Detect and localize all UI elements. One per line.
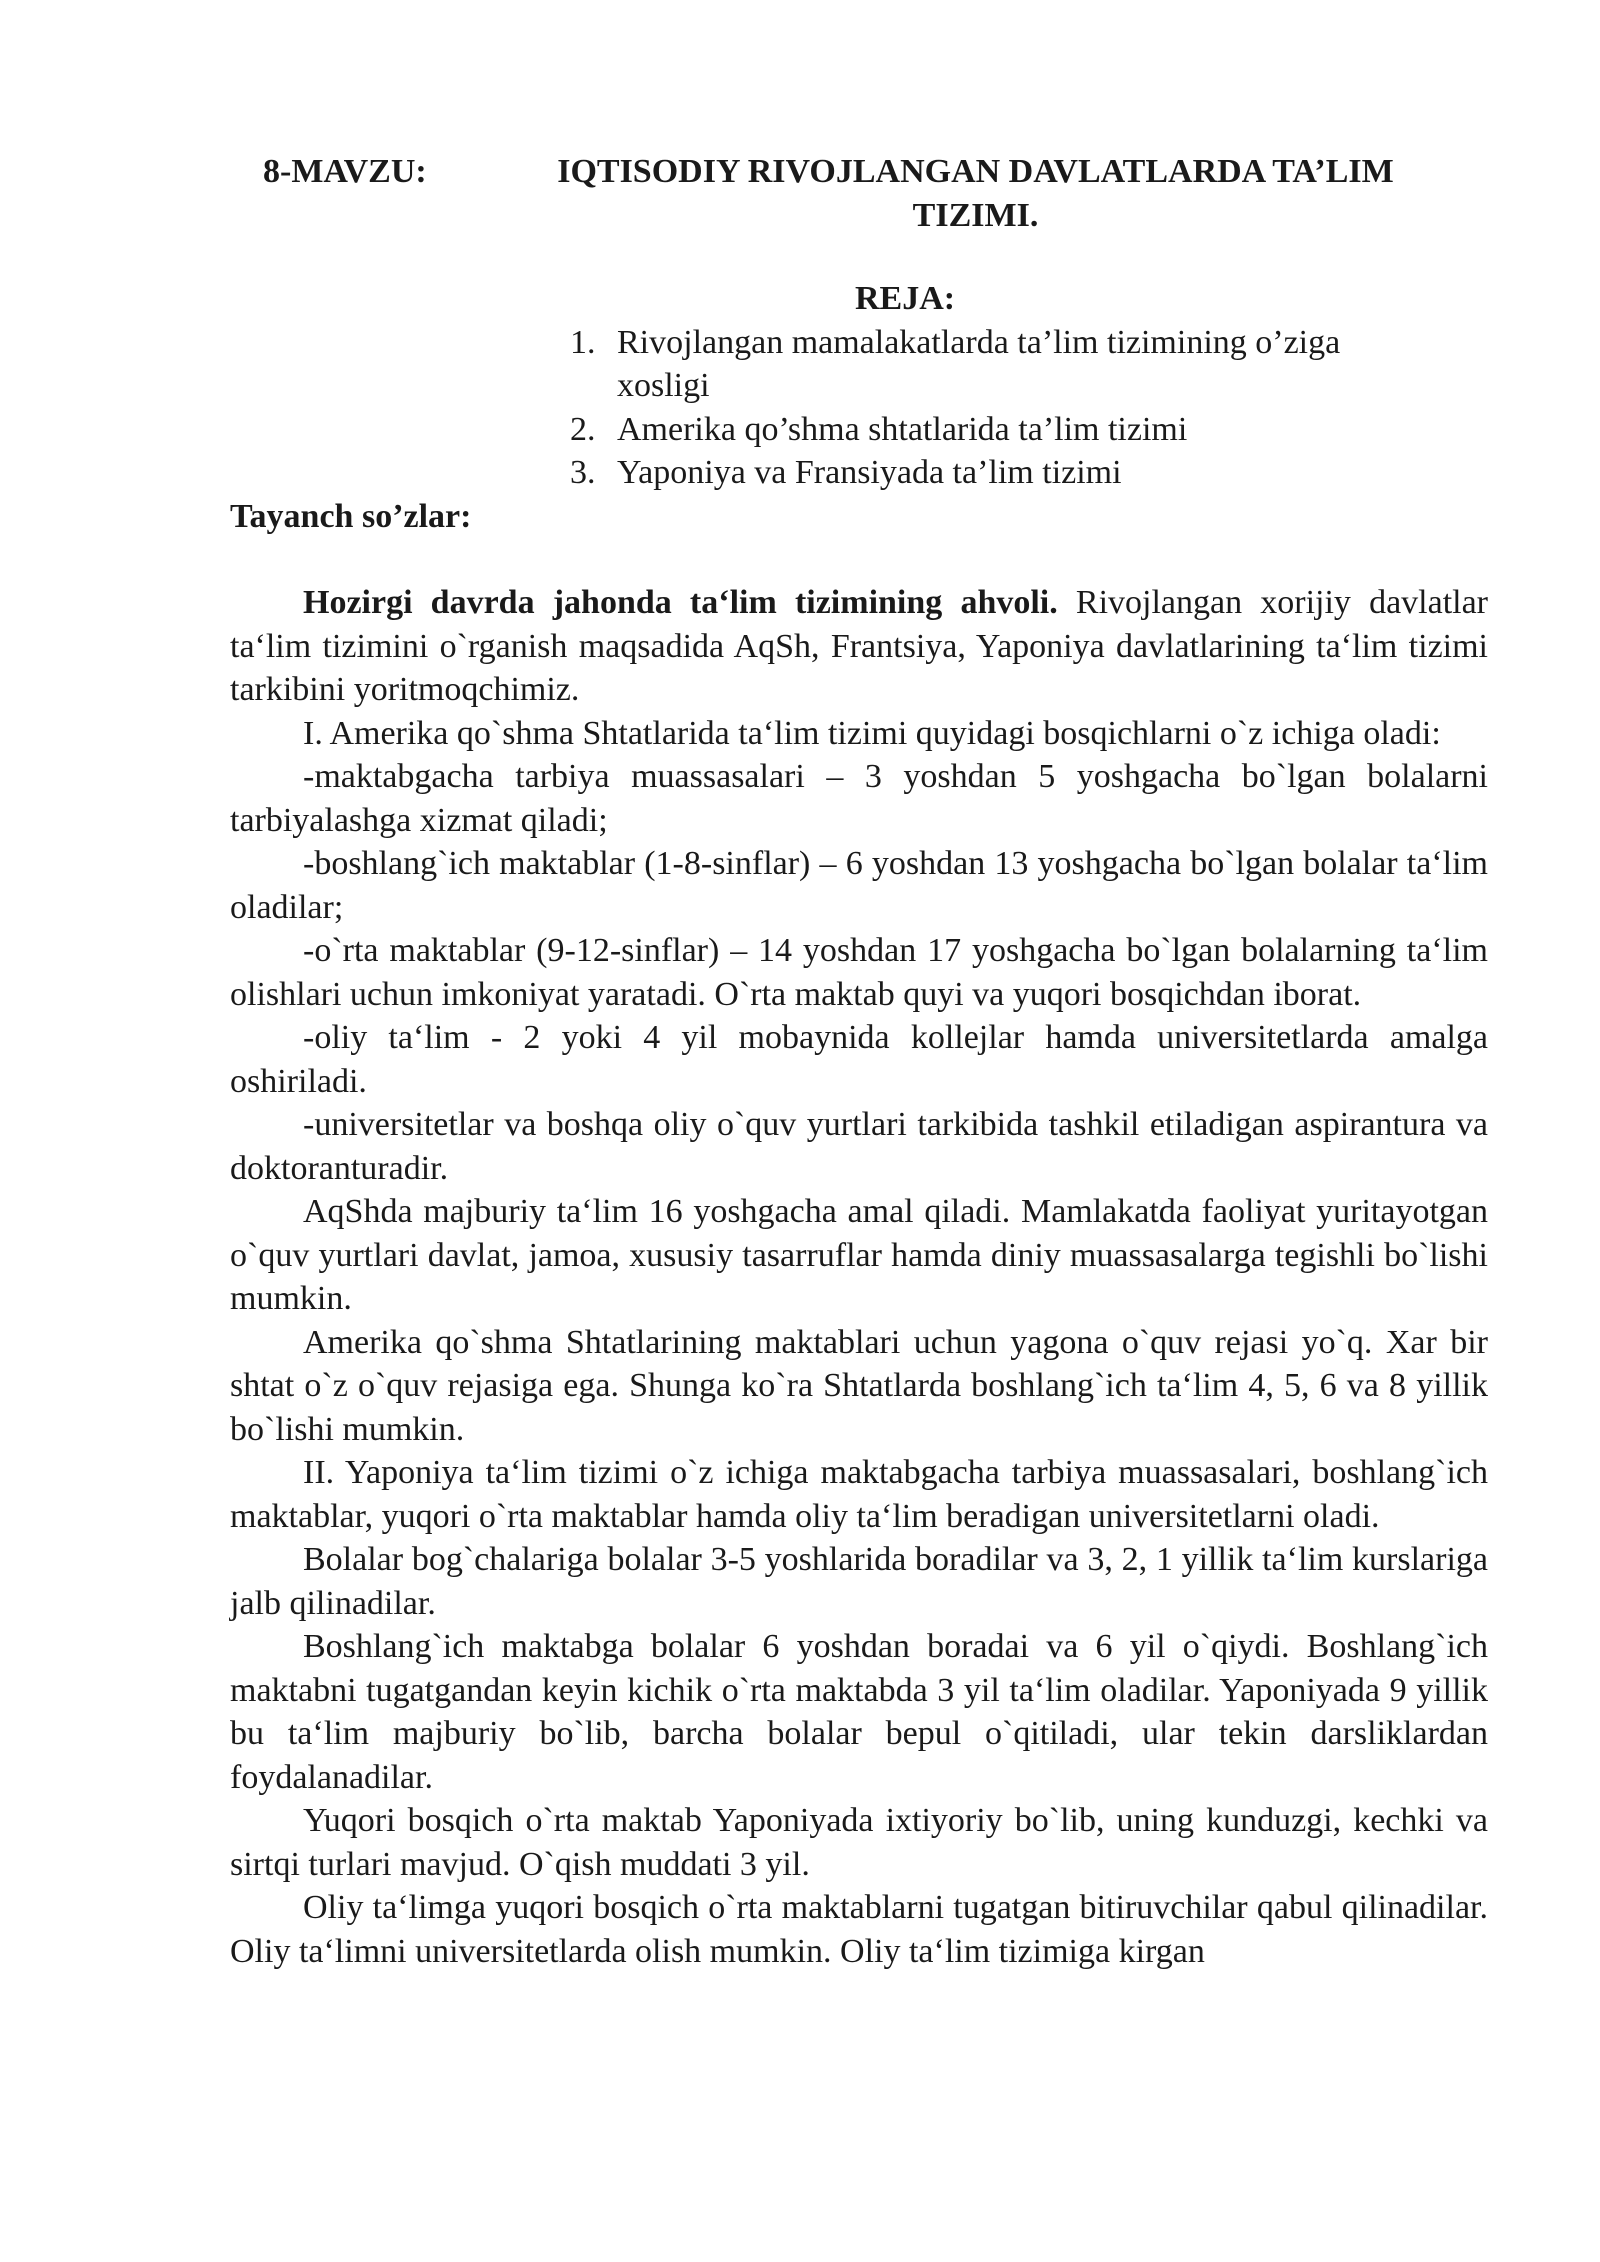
paragraph: Oliy ta‘limga yuqori bosqich o`rta maktablarni tugatgan bitiruvchilar qabul qilinadilar. Oliy ta‘limni universitetlarda olish mumkin. Oliy ta‘lim tizimiga kirgan xyxy=(230,1889,1488,1970)
topic-number: 8-MAVZU: xyxy=(263,153,427,190)
document-page xyxy=(230,150,1488,1973)
plan-item-number: 3. xyxy=(570,454,596,491)
topic-title xyxy=(230,150,1488,237)
topic-heading xyxy=(498,150,1453,237)
paragraph: Bolalar bog`chalariga bolalar 3-5 yoshlarida boradilar va 3, 2, 1 yillik ta‘lim kurslariga jalb qilinadilar. xyxy=(230,1541,1488,1622)
plan-item-number: 2. xyxy=(570,410,596,448)
paragraph: -boshlang`ich maktablar (1-8-sinflar) – 6 yoshdan 13 yoshgacha bo`lgan bolalar ta‘lim oladilar; xyxy=(230,845,1488,926)
plan-item xyxy=(570,451,1430,495)
plan-item-text: Rivojlangan mamalakatlarda ta’lim tizimining o’ziga xosligi xyxy=(617,323,1341,404)
topic-heading-line2: TIZIMI. xyxy=(912,196,1039,234)
intro-bold: Hozirgi davrda jahonda ta‘lim tizimining ahvoli. xyxy=(303,584,1058,621)
intro-paragraph xyxy=(230,581,1488,712)
plan-heading: REJA: xyxy=(855,280,956,317)
paragraph: II. Yaponiya ta‘lim tizimi o`z ichiga maktabgacha tarbiya muassasalari, boshlang`ich maktablar, yuqori o`rta maktablar hamda oliy ta‘lim beradigan universitetlarni oladi. xyxy=(230,1454,1488,1535)
plan-item xyxy=(570,408,1430,452)
keywords-label: Tayanch so’zlar: xyxy=(230,497,472,535)
body-text xyxy=(230,581,1488,1973)
plan-item-text: Amerika qo’shma shtatlarida ta’lim tizimi xyxy=(617,410,1188,448)
plan-item-text: Yaponiya va Fransiyada ta’lim tizimi xyxy=(617,454,1122,491)
paragraph: -oliy ta‘lim - 2 yoki 4 yil mobaynida kollejlar hamda universitetlarda amalga oshiriladi. xyxy=(230,1019,1488,1100)
paragraph: I. Amerika qo`shma Shtatlarida ta‘lim tizimi quyidagi bosqichlarni o`z ichiga oladi: xyxy=(303,714,1441,752)
topic-heading-line1: IQTISODIY RIVOJLANGAN DAVLATLARDA TA’LIM xyxy=(557,153,1394,190)
plan-list xyxy=(570,321,1430,495)
plan-item xyxy=(570,321,1430,408)
intro-rest: Rivojlangan xorijiy davlatlar ta‘lim tizimini o`rganish maqsadida AqSh, Frantsiya, Yaponiya davlatlarining ta‘lim tizimi tarkibini yoritmoqchimiz. xyxy=(230,584,1488,708)
paragraph: Yuqori bosqich o`rta maktab Yaponiyada ixtiyoriy bo`lib, uning kunduzgi, kechki va sirtqi turlari mavjud. O`qish muddati 3 yil. xyxy=(230,1802,1488,1883)
paragraph: Amerika qo`shma Shtatlarining maktablari uchun yagona o`quv rejasi yo`q. Xar bir shtat o`z o`quv rejasiga ega. Shunga ko`ra Shtatlarda boshlang`ich ta‘lim 4, 5, 6 va 8 yillik bo`lishi mumkin. xyxy=(230,1323,1488,1448)
paragraph: -maktabgacha tarbiya muassasalari – 3 yoshdan 5 yoshgacha bo`lgan bolalarni tarbiyalashga xizmat qiladi; xyxy=(230,758,1488,839)
paragraph: -universitetlar va boshqa oliy o`quv yurtlari tarkibida tashkil etiladigan aspirantura va doktoranturadir. xyxy=(230,1106,1488,1187)
paragraph: Boshlang`ich maktabga bolalar 6 yoshdan boradai va 6 yil o`qiydi. Boshlang`ich maktabni tugatgandan keyin kichik o`rta maktabda 3 yil ta‘lim oladilar. Yaponiyada 9 yillik bu ta‘lim majburiy bo`lib, barcha bolalar bepul o`qitiladi, ular tekin darsliklardan foydalanadilar. xyxy=(230,1628,1488,1796)
plan-item-number: 1. xyxy=(570,323,596,361)
paragraph: AqShda majburiy ta‘lim 16 yoshgacha amal qiladi. Mamlakatda faoliyat yuritayotgan o`quv yurtlari davlat, jamoa, xususiy tasarruflar hamda diniy muassasalarga tegishli bo`lishi mumkin. xyxy=(230,1193,1488,1317)
paragraph: -o`rta maktablar (9-12-sinflar) – 14 yoshdan 17 yoshgacha bo`lgan bolalarning ta‘lim olishlari uchun imkoniyat yaratadi. O`rta maktab quyi va yuqori bosqichdan iborat. xyxy=(230,932,1488,1013)
